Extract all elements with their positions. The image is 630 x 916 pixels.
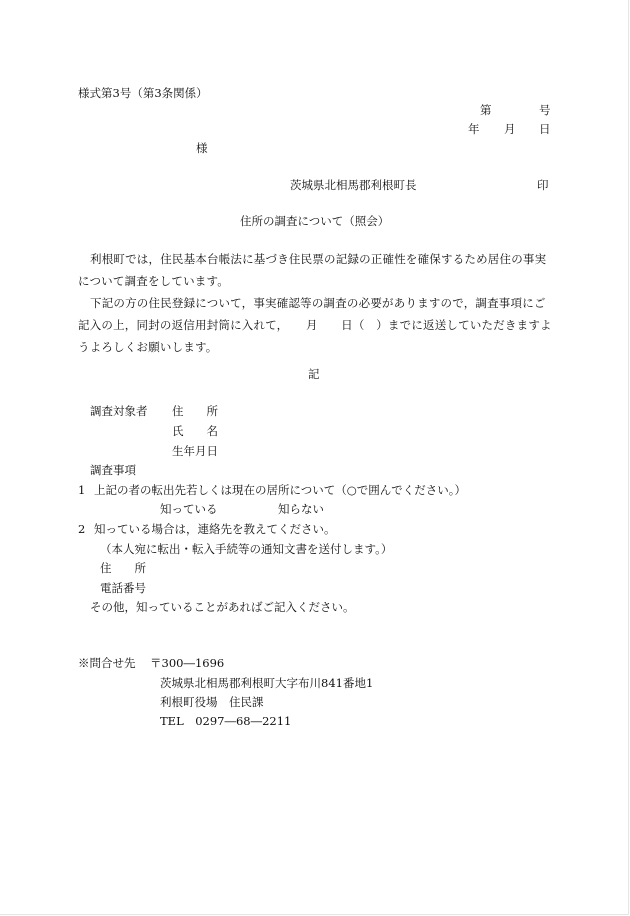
seal-mark: 印 bbox=[537, 178, 549, 192]
q2-number: 2 bbox=[78, 522, 86, 536]
addressee-suffix: 様 bbox=[196, 141, 208, 155]
target-label: 調査対象者 bbox=[90, 404, 148, 418]
paragraph-1-text: 利根町では，住民基本台帳法に基づき住民票の記録の正確性を確保するため居住の事実について調査をしています。 bbox=[78, 252, 547, 288]
q1-number: 1 bbox=[78, 483, 86, 497]
q1-text: 上記の者の転出先若しくは現在の居所について（○で囲んでください。） bbox=[94, 483, 467, 497]
q1-option-know: 知っている bbox=[160, 502, 218, 516]
contact-address: 茨城県北相馬郡利根町大字布川841番地1 bbox=[160, 676, 374, 690]
paragraph-2-text: 下記の方の住民登録について，事実確認等の調査の必要がありますので，調査事項にご記入の上，同封の返信用封筒に入れて， 月 日（ ）までに返送していただきますようよろしくお願いします。 bbox=[78, 296, 552, 354]
document-title: 住所の調査について（照会） bbox=[240, 214, 390, 228]
items-label: 調査事項 bbox=[90, 463, 136, 477]
q2-note: （本人宛に転出・転入手続等の通知文書を送付します。） bbox=[100, 542, 393, 556]
other-note: その他，知っていることがあればご記入ください。 bbox=[90, 600, 355, 614]
contact-office: 利根町役場 住民課 bbox=[160, 695, 264, 709]
form-number: 様式第3号（第3条関係） bbox=[78, 86, 208, 100]
sender-name: 茨城県北相馬郡利根町長 bbox=[290, 178, 417, 192]
target-address-label: 住 所 bbox=[172, 404, 218, 418]
target-birthdate-label: 生年月日 bbox=[172, 444, 218, 458]
date-month: 月 bbox=[504, 122, 516, 136]
q2-address-label: 住 所 bbox=[100, 561, 146, 575]
ki-heading: 記 bbox=[308, 367, 320, 381]
q1-option-dont-know: 知らない bbox=[278, 502, 324, 516]
q2-phone-label: 電話番号 bbox=[100, 581, 146, 595]
target-name-label: 氏 名 bbox=[172, 424, 218, 438]
paragraph-1 bbox=[78, 248, 554, 292]
date-year: 年 bbox=[468, 122, 480, 136]
contact-tel: TEL 0297―68―2211 bbox=[160, 714, 292, 728]
contact-postal: 〒300―1696 bbox=[150, 656, 225, 670]
date-day: 日 bbox=[539, 122, 551, 136]
q2-text: 知っている場合は，連絡先を教えてください。 bbox=[94, 522, 336, 536]
paragraph-2 bbox=[78, 292, 554, 358]
doc-number-suffix: 号 bbox=[539, 103, 551, 117]
contact-label: ※問合せ先 bbox=[78, 656, 136, 670]
doc-number-prefix: 第 bbox=[480, 103, 492, 117]
